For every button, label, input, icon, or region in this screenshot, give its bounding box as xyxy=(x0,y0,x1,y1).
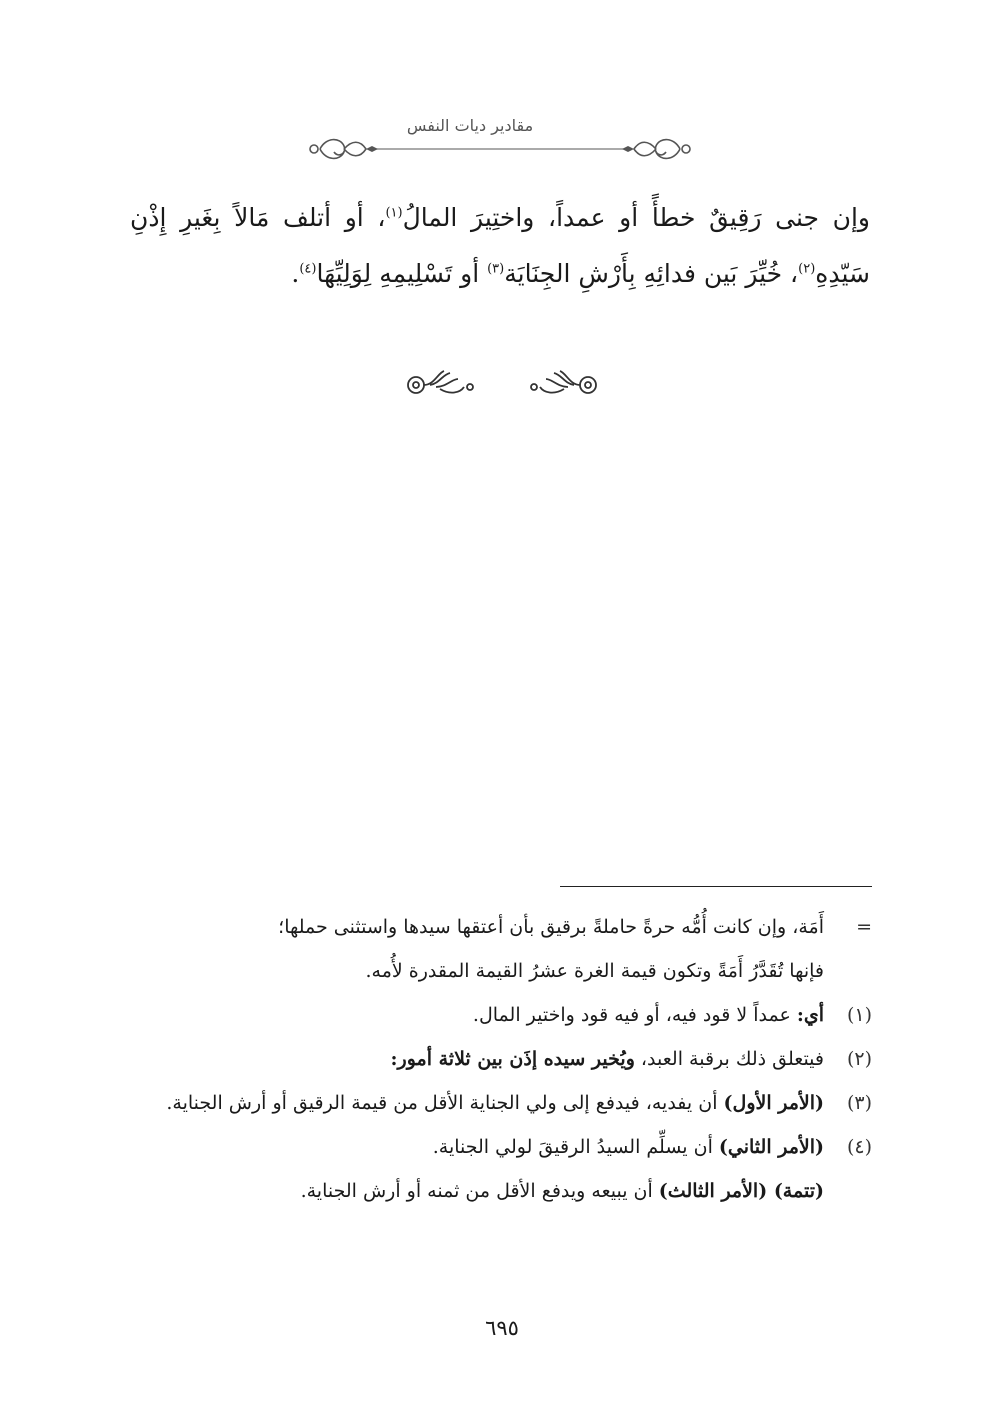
footnote-bold: (الأمر الأول) xyxy=(723,1092,824,1114)
body-text-3: ، خُيِّرَ بَين فدائِهِ بِأَرْشِ الجِنَايَة xyxy=(504,259,799,288)
footnotes-section xyxy=(130,905,872,1213)
footnote-ref-1[interactable]: (١) xyxy=(385,205,403,221)
body-text-4: أو تَسْلِيمِهِ لِوَلِيِّهَا xyxy=(316,259,488,288)
footnote-4 xyxy=(130,1125,872,1169)
footnote-2 xyxy=(130,1037,872,1081)
body-text-2: ، أو أتلف مَالاً بِغَيرِ إِذْنِ سَيّدِهِ xyxy=(130,203,870,288)
continuation-text-1: أَمَة، وإن كانت أُمُّه حرةً حاملةً برقيق بأن أعتقها سيدها واستثنى حملها؛ xyxy=(278,916,824,938)
continuation-line-2 xyxy=(130,949,872,993)
footnote-text: عمداً لا قود فيه، أو فيه قود واختير المال. xyxy=(472,1004,797,1026)
footnote-4-addendum xyxy=(130,1169,872,1213)
header-ornament xyxy=(300,132,700,166)
footnote-text: أن يفديه، فيدفع إلى ولي الجناية الأقل من قيمة الرقيق أو أرش الجناية. xyxy=(166,1092,724,1114)
footnote-ref-3[interactable]: (٣) xyxy=(487,261,505,277)
footnote-ref-4[interactable]: (٤) xyxy=(299,261,317,277)
footnote-text: أن يسلِّم السيدُ الرقيقَ لولي الجناية. xyxy=(432,1136,719,1158)
footnote-3 xyxy=(130,1081,872,1125)
footnote-number: (٤) xyxy=(846,1136,872,1158)
footnote-bold: (الأمر الثاني) xyxy=(718,1136,824,1158)
main-paragraph xyxy=(130,190,870,302)
footnote-bold: أي: xyxy=(796,1004,824,1026)
page-header xyxy=(300,112,700,172)
body-text-5: . xyxy=(291,259,300,288)
footnote-number: (٢) xyxy=(846,1048,872,1070)
footnote-bold: (تتمة) (الأمر الثالث) xyxy=(658,1180,824,1202)
running-title: مقادير ديات النفس xyxy=(406,116,534,135)
footnote-ref-2[interactable]: (٢) xyxy=(798,261,816,277)
section-separator-ornament xyxy=(400,365,604,401)
footnote-divider xyxy=(560,886,872,887)
footnote-continuation xyxy=(130,905,872,949)
footnote-number: (٣) xyxy=(846,1092,872,1114)
footnote-number: (١) xyxy=(846,1004,872,1026)
continuation-text-2: فإنها تُقَدَّرُ أَمَةً وتكون قيمة الغرة عشرُ القيمة المقدرة لأُمه. xyxy=(365,960,824,982)
continuation-mark: = xyxy=(856,916,872,938)
footnote-text: أن يبيعه ويدفع الأقل من ثمنه أو أرش الجناية. xyxy=(300,1180,659,1202)
footnote-text: فيتعلق ذلك برقبة العبد، xyxy=(634,1048,824,1070)
footnote-bold: ويُخير سيده إذَن بين ثلاثة أمور: xyxy=(390,1048,635,1070)
body-text-1: وإن جنى رَقِيقٌ خطأً أو عمداً، واختِيرَ المالُ xyxy=(402,203,870,232)
page-number: ٦٩٥ xyxy=(485,1316,519,1340)
footnote-1 xyxy=(130,993,872,1037)
